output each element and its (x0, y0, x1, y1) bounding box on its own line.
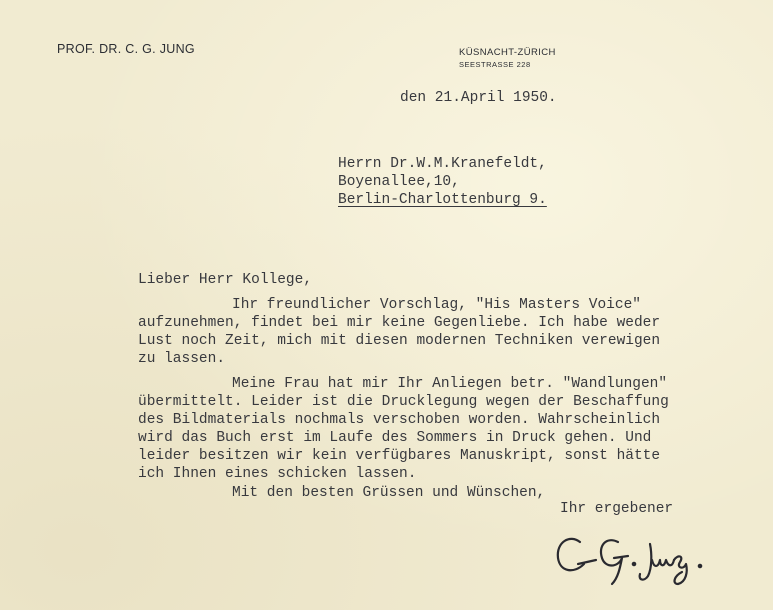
letterhead-street: SEESTRASSE 228 (459, 60, 531, 69)
paragraph2-line-2: übermittelt. Leider ist die Drucklegung wegen der Beschaffung (138, 394, 669, 410)
closing: Mit den besten Grüssen und Wünschen, (232, 485, 546, 501)
letterhead-place: KÜSNACHT-ZÜRICH (459, 47, 556, 58)
paragraph2-line-4: wird das Buch erst im Laufe des Sommers in Druck gehen. Und (138, 430, 652, 446)
paragraph2-line-1: Meine Frau hat mir Ihr Anliegen betr. "Wandlungen" (232, 376, 668, 392)
paragraph1-line-1: Ihr freundlicher Vorschlag, "His Masters Voice" (232, 297, 641, 313)
paragraph2-line-3: des Bildmaterials nochmals verschoben worden. Wahrscheinlich (138, 412, 661, 428)
letterhead-name: PROF. DR. C. G. JUNG (57, 42, 195, 56)
recipient-line-2: Boyenallee,10, (338, 174, 460, 190)
recipient-line-3: Berlin-Charlottenburg 9. (338, 192, 547, 208)
paragraph1-line-3: Lust noch Zeit, mich mit diesen modernen Techniken verewigen (138, 333, 661, 349)
valediction: Ihr ergebener (560, 501, 674, 517)
paragraph1-line-4: zu lassen. (138, 351, 226, 367)
paragraph2-line-6: ich Ihnen eines schicken lassen. (138, 466, 417, 482)
paragraph2-line-5: leider besitzen wir kein verfügbares Manuskript, sonst hätte (138, 448, 661, 464)
recipient-line-1: Herrn Dr.W.M.Kranefeldt, (338, 156, 547, 172)
paragraph1-line-2: aufzunehmen, findet bei mir keine Gegenliebe. Ich habe weder (138, 315, 661, 331)
handwritten-signature (548, 520, 718, 590)
salutation: Lieber Herr Kollege, (138, 272, 313, 288)
letter-date: den 21.April 1950. (400, 90, 557, 106)
